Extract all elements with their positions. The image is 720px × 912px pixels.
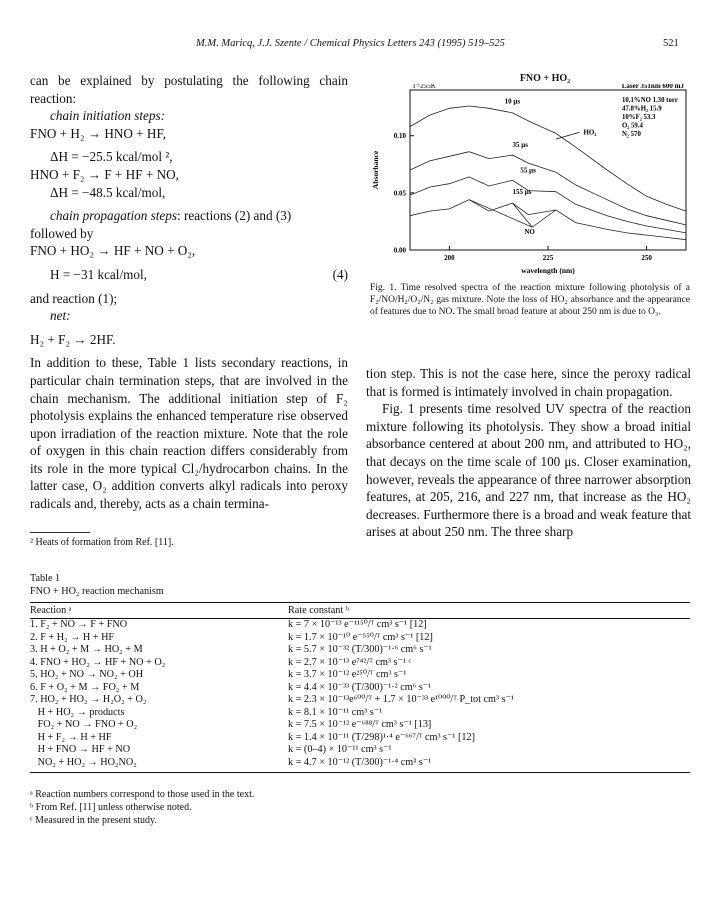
table-note-b: ᵇ From Ref. [11] unless otherwise noted. — [30, 802, 192, 813]
curve-annotations — [469, 98, 596, 236]
rate-constant-cell: k = 8.1 × 10⁻¹¹ cm³ s⁻¹ — [288, 706, 383, 718]
axes — [394, 132, 653, 262]
table-note-c: ᶜ Measured in the present study. — [30, 815, 157, 826]
reaction-cell: 2. F + H₂ → H + HF — [30, 631, 115, 643]
rate-constant-cell: k = 5.7 × 10⁻³² (T/300)⁻¹·⁶ cm⁶ s⁻¹ — [288, 644, 432, 655]
header-reaction: Reaction ᵃ — [30, 603, 288, 619]
footnote-text: ² Heats of formation from Ref. [11]. — [30, 537, 174, 548]
spectra-curves — [410, 106, 686, 240]
rate-constant-cell: k = 1.4 × 10⁻¹¹ (T/298)¹·⁴ e⁻⁶⁶⁷/ᵀ cm³ s⁻¹ [12] — [288, 731, 475, 743]
reaction-cell: H + FNO → HF + NO — [30, 744, 131, 755]
reaction-cell: NO₂ + HO₂ → HO₂NO₂ — [30, 757, 288, 773]
rate-constant-cell: k = 1.7 × 10⁻¹⁰ e⁻⁵⁵⁰/ᵀ cm³ s⁻¹ [12] — [288, 631, 433, 643]
x-tick-label: 200 — [444, 254, 455, 262]
no-arrow — [513, 203, 533, 227]
table-1 — [30, 572, 692, 773]
equation-2: HNO + F₂ → F + HF + NO, — [30, 166, 179, 182]
table-row — [30, 619, 690, 632]
reaction-cell: 1. F₂ + NO → F + FNO — [30, 619, 128, 630]
mixture-line: 10%F₂ 53.3 — [622, 114, 656, 121]
paragraph-secondary-reactions: In addition to these, Table 1 lists secondary reactions, in particular chain termination steps, that are involved in the chain mechanism. The additional initiation step of F₂ photolysis explains the enhanced temperature rise observed upon irradiation of the reaction mixture. Note that the role of oxygen in this chain reaction differs considerably from its role in the more typical Cl₂/hydrocarbon chains. In the latter case, O₂ addition converts alkyl radicals into peroxy radicals and, thereby, acts as a chain termina- — [30, 355, 348, 512]
reaction-cell: 3. H + O₂ + M → HO₂ + M — [30, 644, 143, 655]
table-row — [30, 744, 690, 757]
reaction-cell: 6. F + O₂ + M → FO₂ + M — [30, 681, 140, 693]
intro-text: can be explained by postulating the following chain reaction: — [30, 73, 348, 106]
figure-title: FNO + HO₂ — [519, 73, 571, 84]
curve-label: 55 μs — [520, 166, 536, 175]
mixture-line: N₂ 570 — [622, 131, 641, 138]
followed-by: followed by — [30, 225, 94, 241]
and-reaction-1: and reaction (1); — [30, 290, 118, 306]
reaction-cell: H + F₂ → H + HF — [30, 731, 112, 743]
y-tick-label: 0.10 — [393, 132, 406, 141]
rate-constant-cell: k = 7.5 × 10⁻¹² e⁻⁶⁸⁸/ᵀ cm³ s⁻¹ [13] — [288, 719, 432, 730]
right-column — [366, 365, 691, 541]
reaction-cell: 7. HO₂ + HO₂ → H₂O₂ + O₂ — [30, 694, 147, 705]
equation-3: FNO + HO₂ → HF + NO + O₂, — [30, 243, 196, 259]
table-note-a: ᵃ Reaction numbers correspond to those used in the text. — [30, 789, 255, 800]
series-line-1 — [410, 152, 686, 225]
gas-mixture-legend — [622, 97, 678, 138]
rate-constant-cell: k = 4.7 × 10⁻¹² (T/300)⁻¹·⁴ cm³ s⁻¹ — [288, 757, 690, 773]
paragraph-peroxy: tion step. This is not the case here, since the peroxy radical that is formed is intimately involved in chain propagation. — [366, 366, 691, 399]
paragraph-fig1: Fig. 1 presents time resolved UV spectra of the reaction mixture following its photolysis. They show a broad initial absorbance centered at about 200 nm, and attributed to HO₂, that decays on the time scale of 100 μs. Closer examination, however, reveals the appearance of three narrower absorption features, at 205, 216, and 227 nm, that increase as the HO₂ decreases. Furthermore there is a broad and weak feature that arises at about 250 nm. The three sharp — [366, 401, 691, 540]
propagation-label: chain propagation steps — [50, 208, 177, 224]
table-row — [30, 657, 690, 670]
rate-constant-cell: k = 2.7 × 10⁻¹³ e⁷⁴²/ᵀ cm³ s⁻¹ ᶜ — [288, 656, 412, 668]
initiation-label: chain initiation steps: — [50, 108, 166, 124]
equation-2-enthalpy: ΔH = −48.5 kcal/mol, — [50, 184, 166, 200]
rate-constant-cell: k = 7 × 10⁻¹³ e⁻¹¹⁵⁰/ᵀ cm³ s⁻¹ [12] — [288, 619, 427, 630]
journal-citation: M.M. Maricq, J.J. Szente / Chemical Physics Letters 243 (1995) 519–525 — [196, 38, 505, 49]
temperature-label: T=255K — [412, 84, 436, 90]
y-tick-label: 0.05 — [393, 189, 406, 198]
mixture-line: 10.1%NO 1.30 torr — [622, 97, 678, 104]
y-axis-label: Absorbance — [371, 150, 380, 190]
x-axis-label: wavelength (nm) — [521, 266, 575, 275]
curve-label: 10 μs — [504, 97, 521, 106]
table-row — [30, 757, 690, 773]
mechanism-table — [30, 602, 690, 773]
series-line-3 — [410, 200, 686, 240]
series-line-0 — [410, 106, 686, 211]
curve-label: HO₂ — [583, 128, 597, 137]
figure-1-chart — [366, 84, 696, 279]
rate-constant-cell: k = (0–4) × 10⁻¹¹ cm³ s⁻¹ — [288, 744, 392, 755]
y-tick-label: 0.00 — [393, 246, 406, 255]
table-row — [30, 632, 690, 645]
series-line-2 — [410, 177, 686, 233]
mixture-line: 47.8%H₂ 15.9 — [622, 105, 662, 113]
page-number: 521 — [663, 38, 679, 49]
no-arrow — [469, 200, 532, 227]
net-equation: H₂ + F₂ → 2HF. — [30, 331, 116, 347]
net-label: net: — [50, 308, 71, 324]
table-row — [30, 682, 690, 695]
footnote — [30, 532, 348, 548]
curve-label: 35 μs — [512, 141, 528, 150]
figure-caption: Fig. 1. Time resolved spectra of the reaction mixture following photolysis of a F₂/NO/H₂/O₂/N₂ gas mixture. Note the loss of HO₂ absorbance and the appearance of features due to NO. The small broad feature at about 250 nm is due to O₃. — [370, 283, 690, 318]
header-rate-constant: Rate constant ᵇ — [288, 603, 690, 619]
equation-3-enthalpy: H = −31 kcal/mol, — [50, 266, 147, 282]
no-arrow — [532, 210, 556, 227]
table-row — [30, 719, 690, 732]
curve-label: NO — [524, 228, 535, 236]
rate-constant-cell: k = 4.4 × 10⁻³³ (T/300)⁻¹·² cm⁶ s⁻¹ — [288, 681, 432, 693]
table-row — [30, 694, 690, 707]
equation-1-enthalpy: ΔH = −25.5 kcal/mol ², — [50, 149, 173, 165]
equation-number-4: (4) — [332, 266, 348, 282]
table-row — [30, 644, 690, 657]
table-title: Table 1 — [30, 573, 61, 584]
reaction-cell: 4. FNO + HO₂ → HF + NO + O₂ — [30, 656, 166, 668]
propagation-text: : reactions (2) and (3) — [177, 208, 292, 224]
rate-constant-cell: k = 2.3 × 10⁻¹³e⁶⁰⁰/ᵀ + 1.7 × 10⁻³³ e¹⁰⁰⁰/ᵀ P_tot cm³ s⁻¹ — [288, 694, 514, 705]
table-row — [30, 707, 690, 720]
rate-constant-cell: k = 3.7 × 10⁻¹² e²⁵⁰/ᵀ cm³ s⁻¹ — [288, 669, 407, 680]
table-subtitle: FNO + HO₂ reaction mechanism — [30, 586, 164, 597]
laser-label: Laser 351nm 600 mJ — [621, 84, 684, 90]
reaction-cell: FO₂ + NO → FNO + O₂ — [30, 719, 138, 730]
table-row — [30, 669, 690, 682]
x-tick-label: 250 — [641, 254, 652, 262]
reaction-cell: H + HO₂ → products — [30, 706, 125, 718]
left-column — [30, 72, 348, 513]
equation-1: FNO + H₂ → HNO + HF, — [30, 125, 167, 141]
curve-label: 155 μs — [512, 188, 532, 196]
table-notes — [30, 788, 254, 827]
reaction-cell: 5. HO₂ + NO → NO₂ + OH — [30, 669, 144, 680]
x-tick-label: 225 — [542, 254, 554, 262]
table-row — [30, 732, 690, 745]
mixture-line: O₂ 59.4 — [622, 122, 643, 130]
footnote-rule — [30, 532, 90, 533]
